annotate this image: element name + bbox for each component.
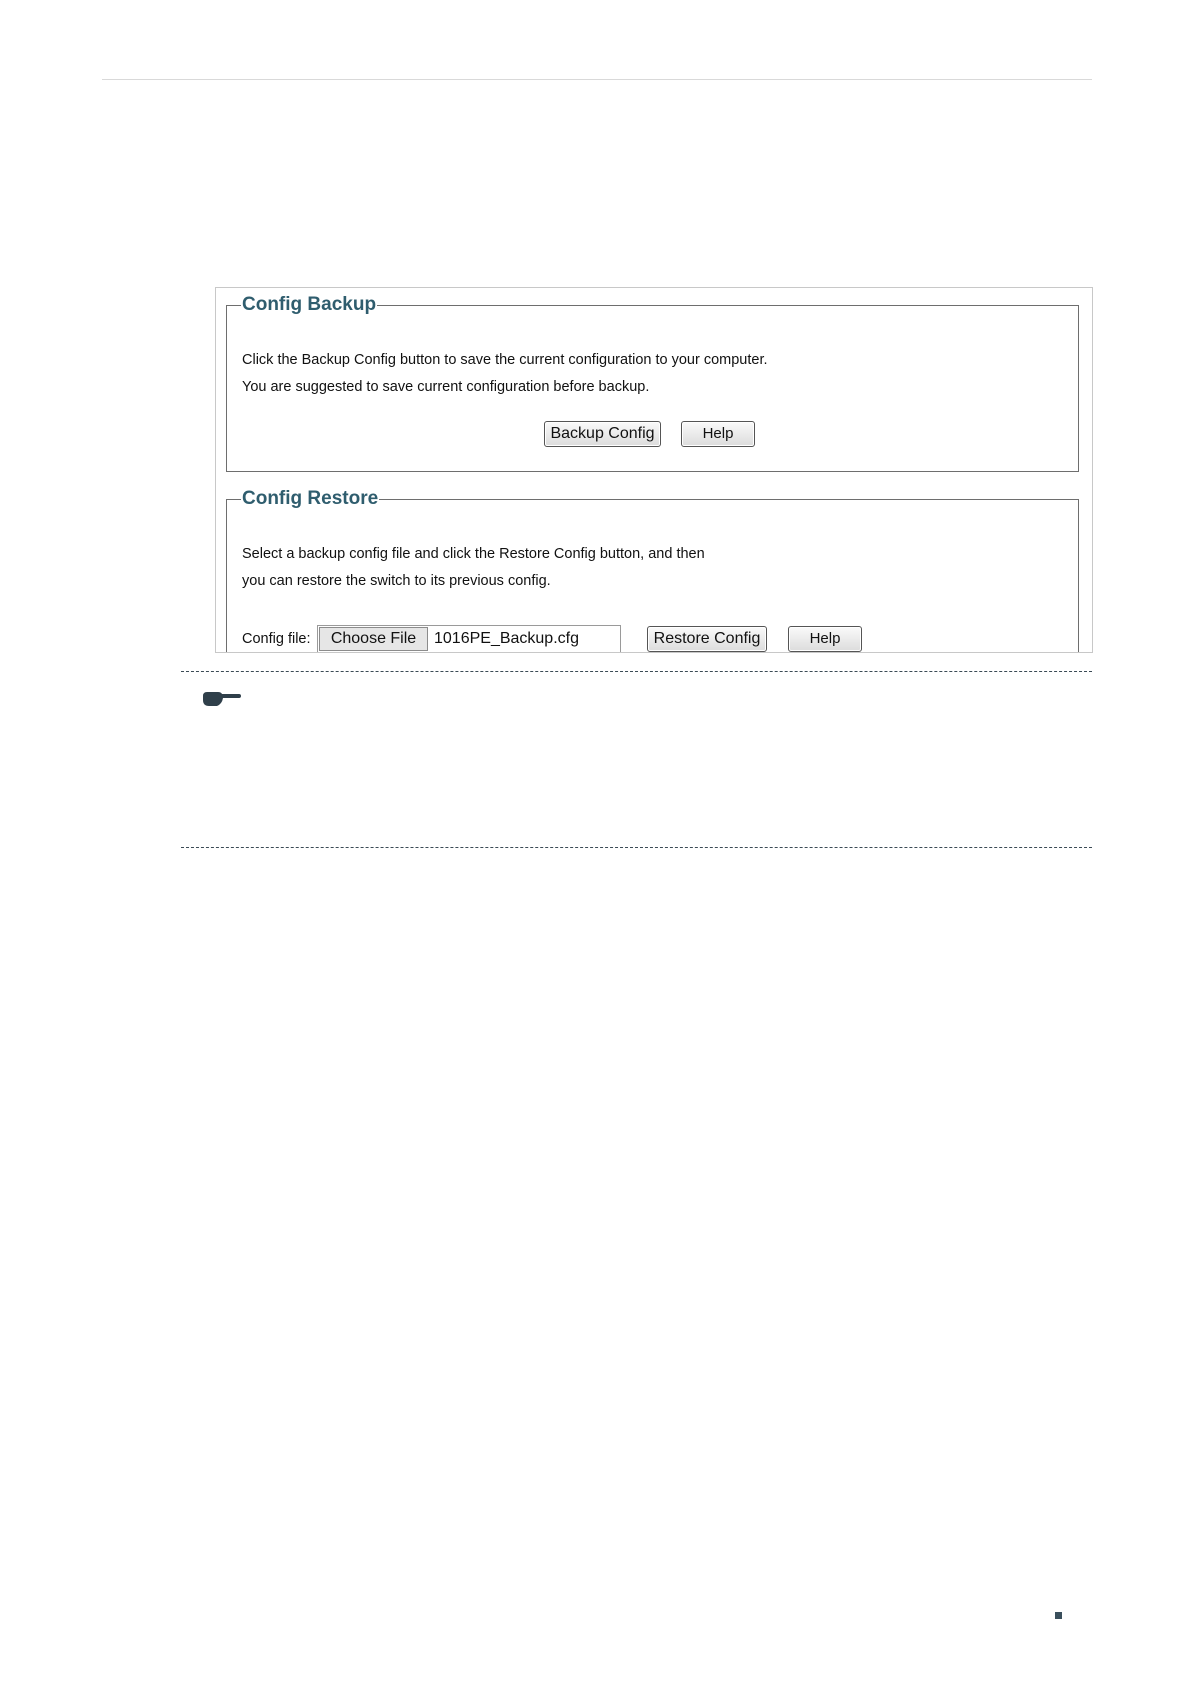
backup-config-button[interactable]: Backup Config — [544, 421, 661, 447]
backup-help-button[interactable]: Help — [681, 421, 755, 447]
config-backup-group — [226, 294, 1079, 472]
square-bullet-icon — [1055, 1612, 1062, 1619]
selected-file-name: 1016PE_Backup.cfg — [434, 630, 579, 647]
note-bottom-border — [181, 847, 1092, 848]
config-backup-title: Config Backup — [242, 294, 377, 315]
restore-config-button[interactable]: Restore Config — [647, 626, 767, 652]
header-rule — [102, 79, 1092, 80]
config-screenshot-panel — [215, 287, 1093, 653]
config-restore-title: Config Restore — [242, 488, 379, 509]
config-restore-group — [226, 488, 1079, 653]
config-file-input[interactable] — [317, 625, 621, 653]
restore-instruction-line-1: Select a backup config file and click the Restore Config button, and then — [242, 546, 705, 562]
choose-file-button[interactable]: Choose File — [319, 627, 428, 651]
backup-instruction-line-1: Click the Backup Config button to save the current configuration to your computer. — [242, 352, 768, 368]
config-file-label: Config file: — [242, 631, 311, 647]
restore-instruction-line-2: you can restore the switch to its previous config. — [242, 573, 551, 589]
restore-help-button[interactable]: Help — [788, 626, 862, 652]
note-top-border — [181, 671, 1092, 672]
pointing-hand-icon — [201, 687, 241, 711]
backup-instruction-line-2: You are suggested to save current configuration before backup. — [242, 379, 650, 395]
